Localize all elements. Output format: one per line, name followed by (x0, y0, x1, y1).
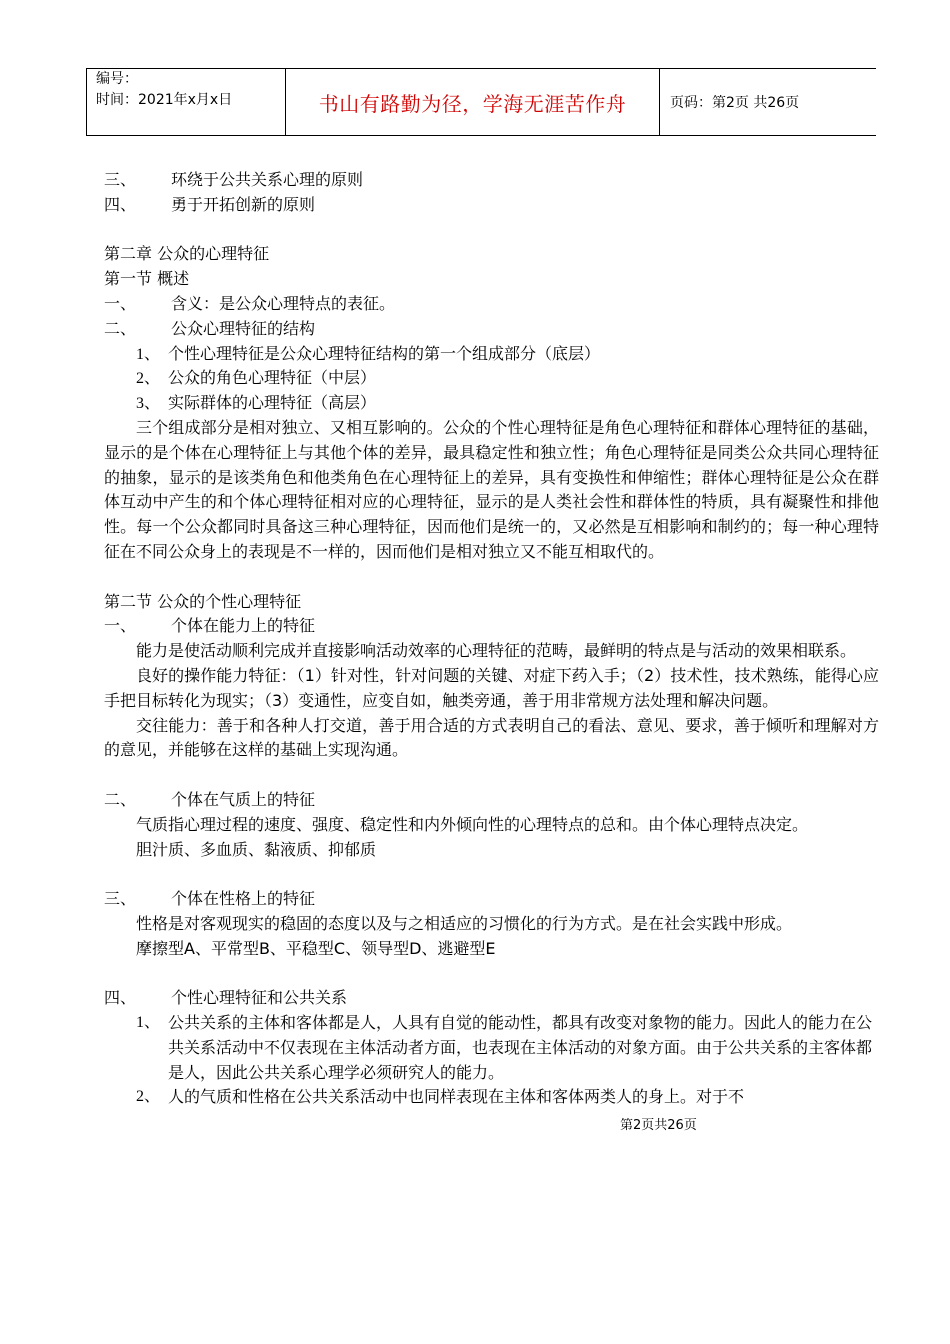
paragraph: 性格是对客观现实的稳固的态度以及与之相适应的习惯化的行为方式。是在社会实践中形成。 (136, 913, 793, 933)
list-item: 一、 含义：是公众心理特点的表征。 (104, 293, 396, 313)
section-heading: 第一节 概述 (104, 269, 190, 289)
chapter-heading: 第二章 公众的心理特征 (104, 244, 270, 264)
paragraph: 摩擦型A、平常型B、平稳型C、领导型D、逃避型E (136, 938, 496, 958)
sub-list-item: 2、 公众的角色心理特征（中层） (136, 368, 377, 388)
list-item: 二、 公众心理特征的结构 (104, 318, 316, 338)
list-item: 四、 个性心理特征和公共关系 (104, 988, 348, 1008)
list-item: 三、 环绕于公共关系心理的原则 (104, 170, 364, 189)
paragraph: 交往能力：善于和各种人打交道，善于用合适的方式表明自己的看法、意见、要求，善于倾听和理解对方的意见，并能够在这样的基础上实现沟通。 (104, 715, 879, 760)
list-item: 一、 个体在能力上的特征 (104, 616, 316, 636)
doc-time-label: 时间：2021年x月x日 (96, 92, 233, 108)
doc-number-label: 编号： (96, 71, 138, 87)
document-body (104, 168, 879, 1110)
section-heading: 第二节 公众的个性心理特征 (104, 591, 302, 611)
numbered-paragraph: 1、 公共关系的主体和客体都是人，人具有自觉的能动性，都具有改变对象物的能力。因此人的能力在公共关系活动中不仅表现在主体活动者方面，也表现在主体活动的对象方面。由于公共关系的主客体都是人，因此公共关系心理学必须研究人的能力。 (136, 1013, 873, 1082)
header-motto: 书山有路勤为径，学海无涯苦作舟 (286, 69, 660, 135)
header-page-info: 页码：第2页 共26页 (670, 95, 800, 111)
paragraph: 气质指心理过程的速度、强度、稳定性和内外倾向性的心理特点的总和。由个体心理特点决定。 (136, 814, 809, 834)
header-table (86, 68, 876, 136)
sub-list-item: 1、 个性心理特征是公众心理特征结构的第一个组成部分（底层） (136, 343, 601, 363)
list-item: 四、 勇于开拓创新的原则 (104, 194, 316, 214)
paragraph: 能力是使活动顺利完成并直接影响活动效率的心理特征的范畴，最鲜明的特点是与活动的效果相联系。 (136, 641, 857, 661)
page-footer: 第2页共26页 (620, 1118, 697, 1133)
paragraph: 胆汁质、多血质、黏液质、抑郁质 (136, 839, 377, 859)
numbered-paragraph: 2、 人的气质和性格在公共关系活动中也同样表现在主体和客体两类人的身上。对于不 (136, 1087, 745, 1107)
sub-list-item: 3、 实际群体的心理特征（高层） (136, 393, 377, 413)
list-item: 二、 个体在气质上的特征 (104, 789, 316, 809)
list-item: 三、 个体在性格上的特征 (104, 889, 316, 909)
paragraph: 三个组成部分是相对独立、又相互影响的。公众的个性心理特征是角色心理特征和群体心理特征的基础，显示的是个体在心理特征上与其他个体的差异，最具稳定性和独立性；角色心理特征是同类公众共同心理特征的抽象，显示的是该类角色和他类角色在心理特征上的差异，具有变换性和伸缩性；群体心理特征是公众在群体互动中产生的和个体心理特征相对应的心理特征，显示的是人类社会性和群体性的特质，具有凝聚性和排他性。每一个公众都同时具备这三种心理特征，因而他们是统一的，又必然是互相影响和制约的；每一种心理特征在不同公众身上的表现是不一样的，因而他们是相对独立又不能互相取代的。 (104, 417, 879, 561)
paragraph: 良好的操作能力特征：（1）针对性，针对问题的关键、对症下药入手；（2）技术性，技术熟练，能得心应手把目标转化为现实；（3）变通性，应变自如，触类旁通，善于用非常规方法处理和解决问题。 (104, 665, 879, 710)
header-meta-cell (86, 69, 286, 135)
